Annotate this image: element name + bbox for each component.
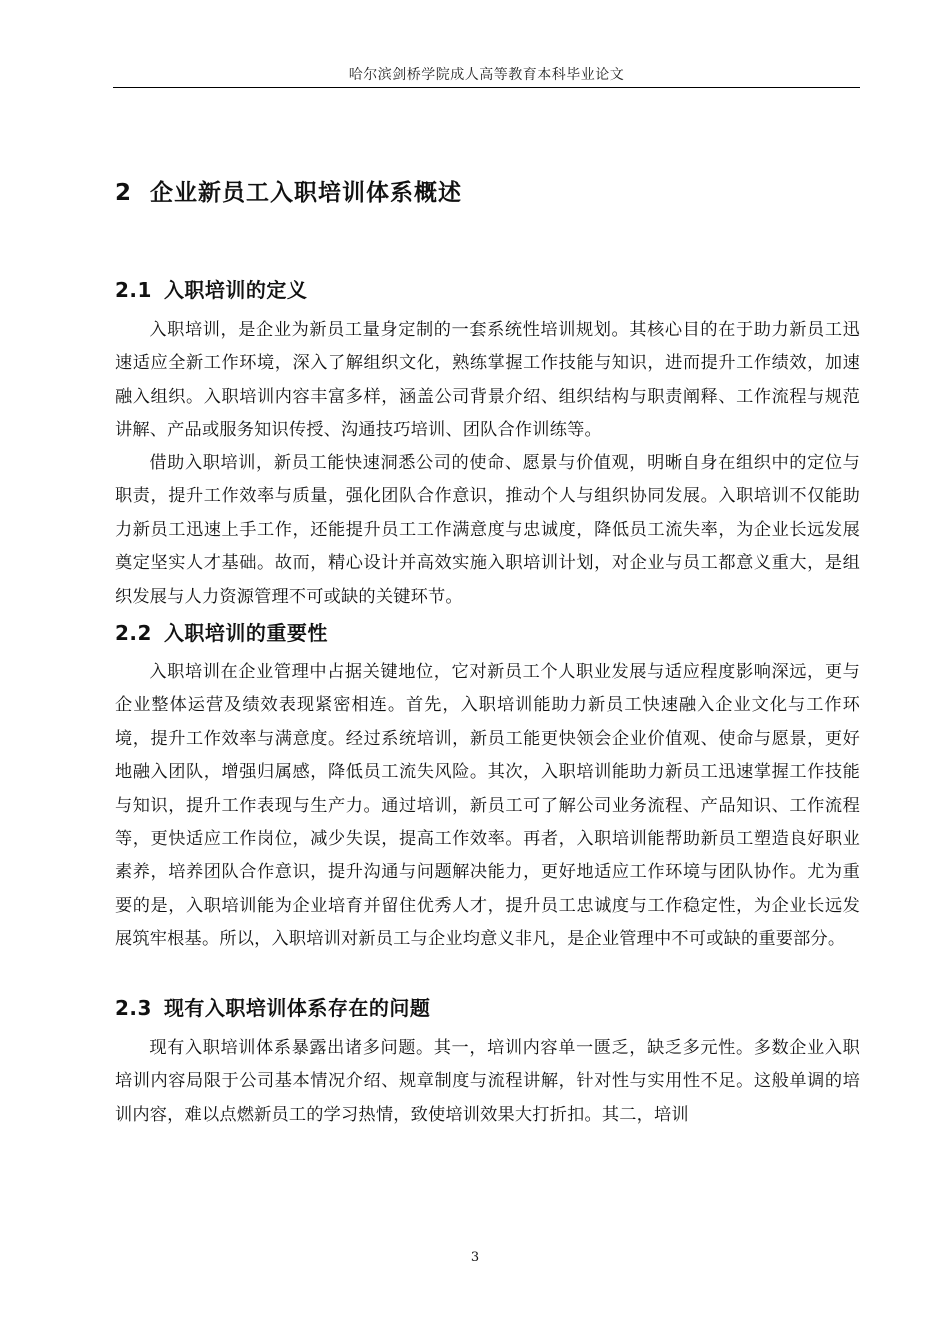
section-title-text: 入职培训的定义 (163, 278, 308, 302)
section-number: 2.3 (115, 996, 152, 1020)
section-number: 2.2 (115, 621, 152, 645)
paragraph: 现有入职培训体系暴露出诸多问题。其一，培训内容单一匮乏，缺乏多元性。多数企业入职培训内容局限于公司基本情况介绍、规章制度与流程讲解，针对性与实用性不足。这般单调的培训内容，难以点燃新员工的学习热情，致使培训效果大打折扣。其二，培训 (115, 1038, 860, 1125)
section-title-2-3 (115, 992, 430, 1021)
paragraph: 借助入职培训，新员工能快速洞悉公司的使命、愿景与价值观，明晰自身在组织中的定位与职责，提升工作效率与质量，强化团队合作意识，推动个人与组织协同发展。入职培训不仅能助力新员工迅速上手工作，还能提升员工工作满意度与忠诚度，降低员工流失率，为企业长远发展奠定坚实人才基础。故而，精心设计并高效实施入职培训计划，对企业与员工都意义重大，是组织发展与人力资源管理不可或缺的关键环节。 (115, 453, 860, 607)
chapter-title (115, 174, 462, 207)
section-title-text: 现有入职培训体系存在的问题 (163, 996, 431, 1020)
section-title-2-2 (115, 617, 328, 646)
page-number: 3 (470, 1250, 480, 1265)
section-title-2-1 (115, 274, 307, 303)
paragraph: 入职培训在企业管理中占据关键地位，它对新员工个人职业发展与适应程度影响深远，更与企业整体运营及绩效表现紧密相连。首先，入职培训能助力新员工快速融入企业文化与工作环境，提升工作效率与满意度。经过系统培训，新员工能更快领会企业价值观、使命与愿景，更好地融入团队，增强归属感，降低员工流失风险。其次，入职培训能助力新员工迅速掌握工作技能与知识，提升工作表现与生产力。通过培训，新员工可了解公司业务流程、产品知识、工作流程等，更快适应工作岗位，减少失误，提高工作效率。再者，入职培训能帮助新员工塑造良好职业素养，培养团队合作意识，提升沟通与问题解决能力，更好地适应工作环境与团队协作。尤为重要的是，入职培训能为企业培育并留住优秀人才，提升员工忠诚度与工作稳定性，为企业长远发展筑牢根基。所以，入职培训对新员工与企业均意义非凡，是企业管理中不可或缺的重要部分。 (115, 662, 860, 950)
chapter-number: 2 (115, 180, 133, 206)
header-rule (113, 87, 860, 88)
chapter-title-text: 企业新员工入职培训体系概述 (150, 180, 463, 206)
paragraph: 入职培训，是企业为新员工量身定制的一套系统性培训规划。其核心目的在于助力新员工迅速适应全新工作环境，深入了解组织文化，熟练掌握工作技能与知识，进而提升工作绩效，加速融入组织。入职培训内容丰富多样，涵盖公司背景介绍、组织结构与职责阐释、工作流程与规范讲解、产品或服务知识传授、沟通技巧培训、团队合作训练等。 (115, 320, 860, 441)
running-header: 哈尔滨剑桥学院成人高等教育本科毕业论文 (348, 67, 625, 83)
section-title-text: 入职培训的重要性 (163, 621, 328, 645)
section-number: 2.1 (115, 278, 152, 302)
